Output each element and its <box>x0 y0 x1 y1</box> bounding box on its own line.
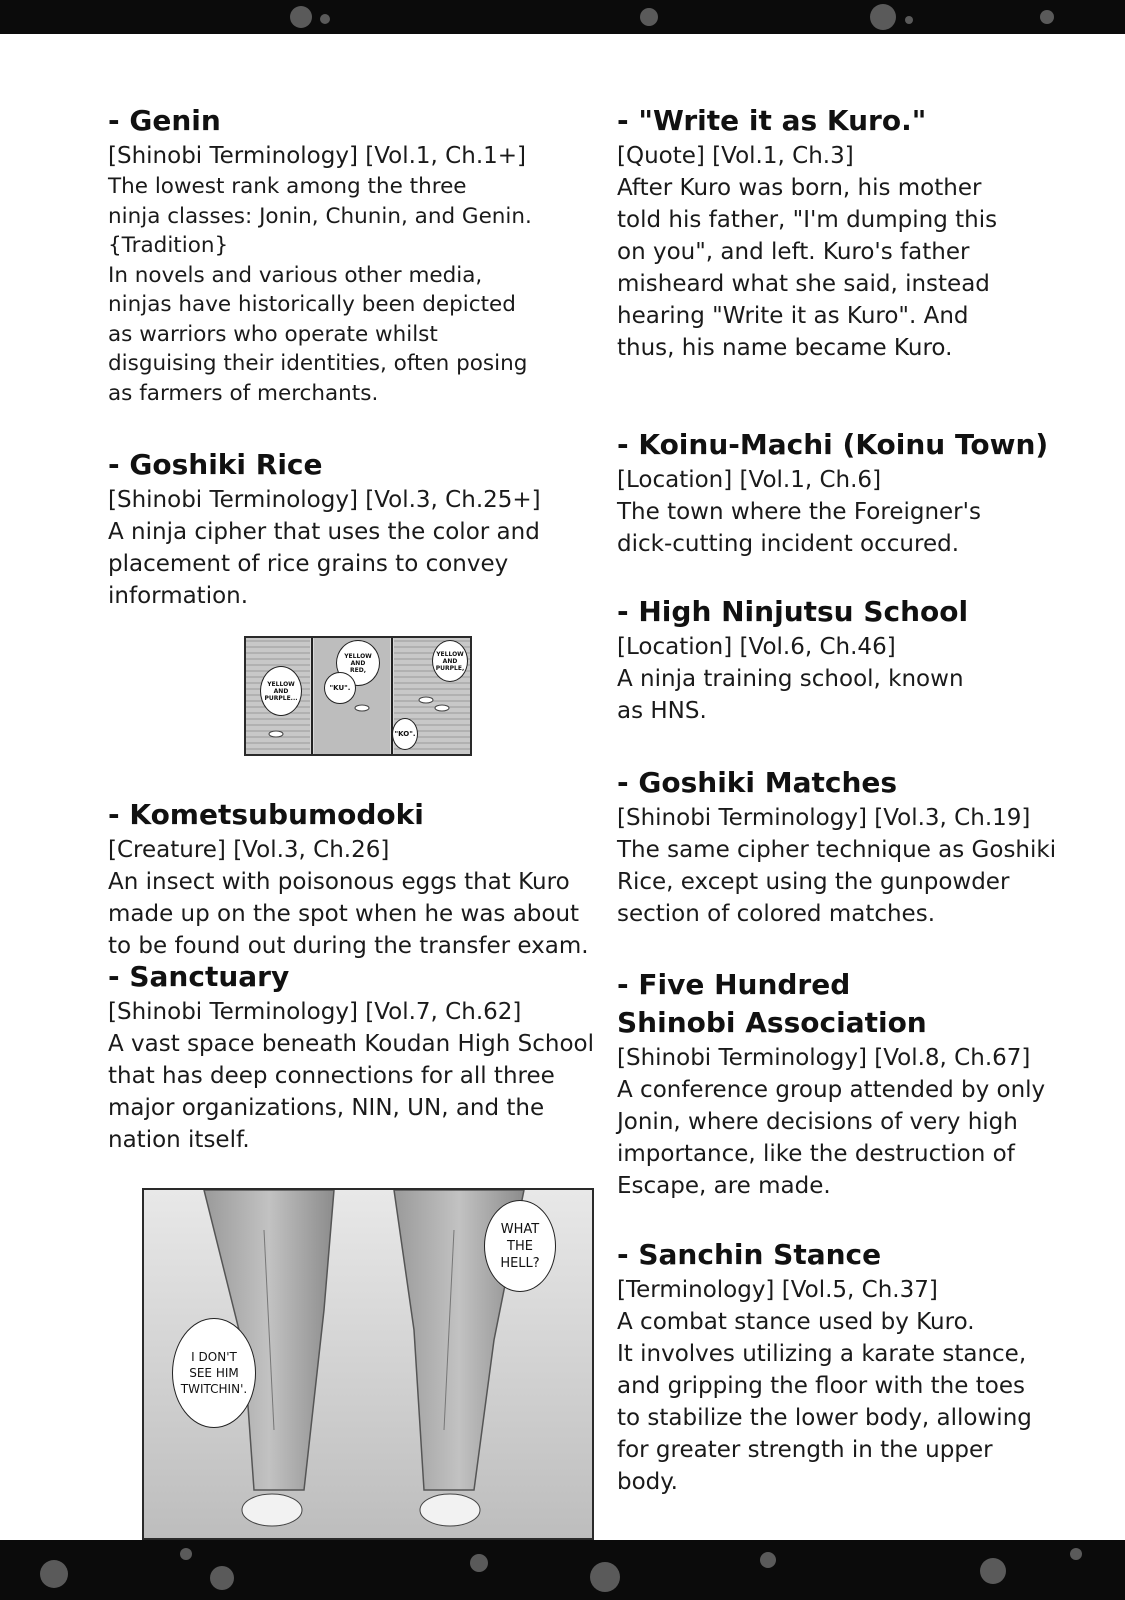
speech-bubble: WHAT THE HELL? <box>484 1200 556 1292</box>
speech-bubble: YELLOW AND PURPLE... <box>260 666 302 716</box>
entry-koinu-machi <box>617 426 1048 560</box>
speech-bubble: "KU". <box>324 672 356 704</box>
speech-bubble: YELLOW AND RED, <box>336 640 380 686</box>
entry-meta: [Shinobi Terminology] [Vol.3, Ch.25+] <box>108 487 541 513</box>
entry-description: A vast space beneath Koudan High School that has deep connections for all three major organizations, NIN, UN, and the nation itself. <box>108 1031 595 1153</box>
entry-term: - Goshiki Rice <box>108 448 323 481</box>
entry-description: A ninja training school, known as HNS. <box>617 666 964 724</box>
entry-five-hundred-shinobi-association <box>617 966 1045 1202</box>
entry-description: A conference group attended by only Jonin, where decisions of very high importance, like the destruction of Escape, are made. <box>617 1077 1046 1199</box>
entry-high-ninjutsu-school <box>617 593 968 727</box>
entry-write-it-as-kuro <box>617 102 997 364</box>
entry-meta: [Terminology] [Vol.5, Ch.37] <box>617 1277 938 1303</box>
entry-kometsubumodoki <box>108 796 589 962</box>
entry-genin <box>108 102 532 408</box>
entry-term: - Goshiki Matches <box>617 766 898 799</box>
entry-meta: [Location] [Vol.1, Ch.6] <box>617 467 882 493</box>
entry-description: A combat stance used by Kuro. It involves utilizing a karate stance, and gripping the floor with the toes to stabilize the lower body, allowing for greater strength in the upper body. <box>617 1309 1032 1495</box>
entry-term: - Genin <box>108 104 221 137</box>
entry-description: The town where the Foreigner's dick-cutting incident occured. <box>617 499 981 557</box>
entry-meta: [Quote] [Vol.1, Ch.3] <box>617 143 854 169</box>
entry-term: - Five Hundred Shinobi Association <box>617 968 927 1039</box>
entry-description: A ninja cipher that uses the color and placement of rice grains to convey information. <box>108 519 540 609</box>
entry-goshiki-rice <box>108 446 541 612</box>
entry-description: An insect with poisonous eggs that Kuro made up on the spot when he was about to be found out during the transfer exam. <box>108 869 589 959</box>
entry-sanctuary <box>108 958 594 1156</box>
bottom-ink-band <box>0 1540 1125 1600</box>
speech-bubble: I DON'T SEE HIM TWITCHIN'. <box>172 1318 256 1428</box>
right-column <box>617 96 1097 1536</box>
entry-sanchin-stance <box>617 1236 1032 1498</box>
entry-meta: [Shinobi Terminology] [Vol.1, Ch.1+] <box>108 143 527 169</box>
entry-term: - Koinu-Machi (Koinu Town) <box>617 428 1049 461</box>
entry-term: - Kometsubumodoki <box>108 798 424 831</box>
entry-term: - High Ninjutsu School <box>617 595 969 628</box>
speech-bubble: YELLOW AND PURPLE, <box>432 640 468 682</box>
entry-meta: [Shinobi Terminology] [Vol.3, Ch.19] <box>617 805 1031 831</box>
entry-description: The lowest rank among the three ninja classes: Jonin, Chunin, and Genin. {Tradition} In novels and various other media, ninjas have historically been depicted as warriors who operate whilst disguising their identities, often posing as farmers of merchants. <box>108 174 532 406</box>
entry-term: - Sanchin Stance <box>617 1238 882 1271</box>
entry-meta: [Location] [Vol.6, Ch.46] <box>617 634 896 660</box>
entry-term: - Sanctuary <box>108 960 290 993</box>
entry-meta: [Creature] [Vol.3, Ch.26] <box>108 837 390 863</box>
goshiki-rice-manga-panel <box>244 636 472 756</box>
entry-term: - "Write it as Kuro." <box>617 104 927 137</box>
top-ink-band <box>0 0 1125 34</box>
entry-meta: [Shinobi Terminology] [Vol.8, Ch.67] <box>617 1045 1031 1071</box>
entry-meta: [Shinobi Terminology] [Vol.7, Ch.62] <box>108 999 522 1025</box>
feet-manga-panel <box>142 1188 594 1540</box>
entry-description: After Kuro was born, his mother told his father, "I'm dumping this on you", and left. Kuro's father misheard what she said, instead hearing "Write it as Kuro". And thus, his name became Kuro. <box>617 175 998 361</box>
entry-goshiki-matches <box>617 764 1056 930</box>
speech-bubble: "KO". <box>392 718 418 750</box>
entry-description: The same cipher technique as Goshiki Rice, except using the gunpowder section of colored matches. <box>617 837 1057 927</box>
